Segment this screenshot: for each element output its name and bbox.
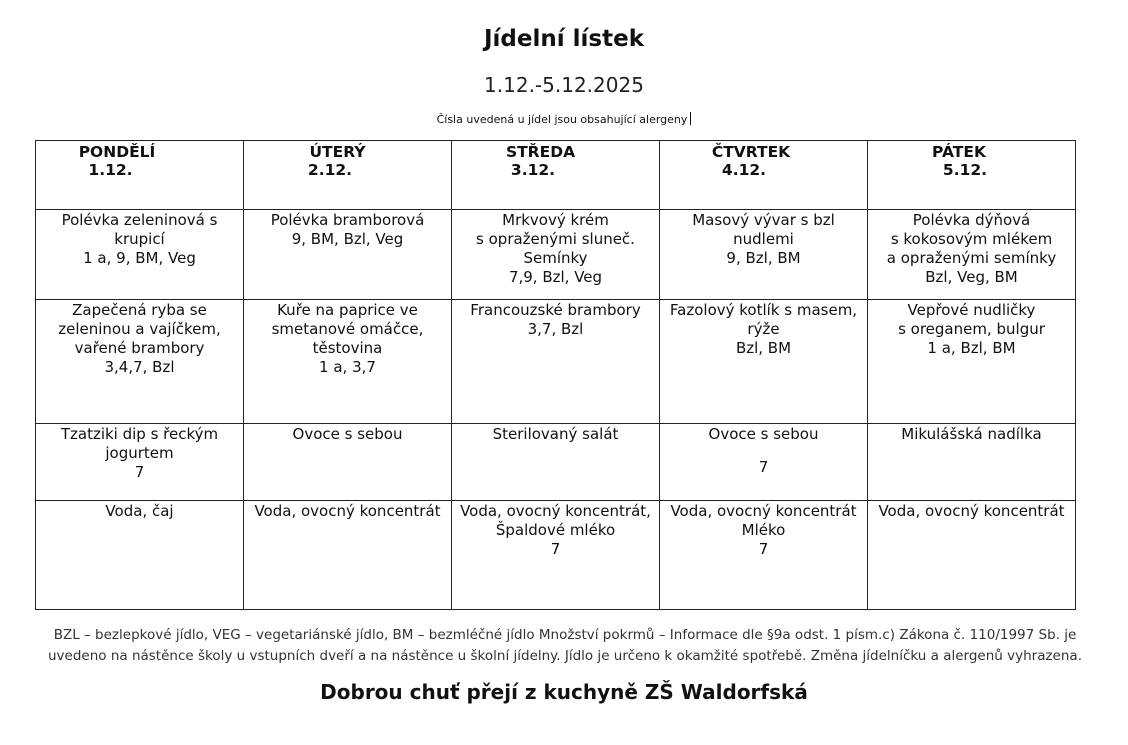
menu-line: Zapečená ryba se [72, 301, 207, 319]
day-date: 2.12. [307, 161, 353, 179]
menu-line: rýže [747, 320, 780, 338]
menu-line: Polévka zeleninová s [61, 211, 218, 229]
day-date: 3.12. [510, 161, 556, 179]
day-date: 4.12. [721, 161, 767, 179]
header-friday [868, 141, 1076, 210]
menu-line: s opraženými sluneč. [476, 230, 635, 248]
menu-line: Ovoce s sebou [292, 425, 403, 443]
drink-row [36, 501, 1076, 610]
menu-line: Voda, ovocný koncentrát [670, 502, 857, 520]
day-name: PÁTEK [932, 143, 986, 161]
menu-cell [36, 210, 244, 300]
menu-cell [660, 210, 868, 300]
allergen-note-text: Čísla uvedená u jídel jsou obsahující alergeny [436, 113, 688, 126]
menu-cell [36, 300, 244, 424]
menu-cell [660, 501, 868, 610]
menu-line: Voda, ovocný koncentrát [254, 502, 441, 520]
menu-line: vařené brambory [74, 339, 205, 357]
menu-line: Vepřové nudličky [907, 301, 1036, 319]
menu-cell [452, 210, 660, 300]
menu-cell [452, 424, 660, 501]
menu-line: 7 [550, 540, 561, 558]
day-date: 5.12. [942, 161, 988, 179]
menu-line: 3,4,7, Bzl [104, 358, 175, 376]
closing-message: Dobrou chuť přejí z kuchyně ZŠ Waldorfská [320, 680, 808, 704]
menu-cell [868, 501, 1076, 610]
menu-line: Mléko [741, 521, 786, 539]
day-name: PONDĚLÍ [78, 143, 156, 161]
menu-line: Ovoce s sebou [708, 425, 819, 443]
menu-cell [868, 300, 1076, 424]
menu-line: Polévka bramborová [270, 211, 425, 229]
date-range: 1.12.-5.12.2025 [484, 73, 644, 97]
menu-line: s kokosovým mlékem [890, 230, 1053, 248]
menu-cell [36, 501, 244, 610]
menu-line: Fazolový kotlík s masem, [669, 301, 858, 319]
menu-line: 1 a, 9, BM, Veg [83, 249, 196, 267]
menu-line: krupicí [114, 230, 165, 248]
menu-line: Francouzské brambory [470, 301, 641, 319]
menu-line: 7 [758, 458, 769, 476]
menu-line: 7,9, Bzl, Veg [508, 268, 603, 286]
menu-line: Polévka dýňová [912, 211, 1031, 229]
menu-cell [868, 210, 1076, 300]
menu-line: 7 [134, 463, 145, 481]
menu-line: 3,7, Bzl [527, 320, 584, 338]
side-row [36, 424, 1076, 501]
menu-cell [452, 501, 660, 610]
menu-line: 7 [758, 540, 769, 558]
menu-line: Voda, ovocný koncentrát, [460, 502, 651, 520]
text-cursor [690, 112, 691, 125]
table-header-row [36, 141, 1076, 210]
menu-line: Masový vývar s bzl [692, 211, 835, 229]
allergen-note [0, 112, 1128, 126]
menu-cell [660, 424, 868, 501]
menu-line: Bzl, BM [735, 339, 792, 357]
menu-line: 9, BM, Bzl, Veg [291, 230, 404, 248]
day-name: ČTVRTEK [711, 143, 791, 161]
menu-line: zeleninou a vajíčkem, [58, 320, 221, 338]
menu-line: 1 a, 3,7 [319, 358, 376, 376]
day-date: 1.12. [88, 161, 133, 179]
menu-line: Mrkvový krém [502, 211, 609, 229]
day-name: STŘEDA [505, 143, 576, 161]
menu-cell [36, 424, 244, 501]
menu-line: Voda, ovocný koncentrát [878, 502, 1065, 520]
menu-line: Sterilovaný salát [492, 425, 619, 443]
menu-line: Špaldové mléko [495, 521, 616, 539]
menu-cell [244, 210, 452, 300]
menu-line: těstovina [312, 339, 383, 357]
soup-row [36, 210, 1076, 300]
menu-line: Voda, čaj [105, 502, 174, 520]
day-name: ÚTERÝ [309, 143, 366, 161]
header-wednesday [452, 141, 660, 210]
blank-line [664, 444, 863, 458]
menu-line: s oreganem, bulgur [898, 320, 1045, 338]
page-title: Jídelní lístek [483, 26, 644, 52]
menu-line: Bzl, Veg, BM [925, 268, 1018, 286]
header-thursday [660, 141, 868, 210]
legend-line: uvedeno na nástěnce školy u vstupních dveří a na nástěnce u školní jídelny. Jídlo je určeno k okamžité spotřebě. Změna jídelníčku a alergenů vyhrazena. [47, 648, 1082, 664]
menu-line: jogurtem [105, 444, 174, 462]
menu-cell [660, 300, 868, 424]
header-monday [36, 141, 244, 210]
menu-cell [868, 424, 1076, 501]
menu-cell [244, 501, 452, 610]
menu-line: smetanové omáčce, [271, 320, 424, 338]
legend [40, 625, 1090, 667]
menu-line: nudlemi [733, 230, 794, 248]
menu-line: Mikulášská nadílka [901, 425, 1042, 443]
main-course-row [36, 300, 1076, 424]
menu-table [35, 140, 1076, 610]
menu-cell [452, 300, 660, 424]
menu-line: 9, Bzl, BM [726, 249, 801, 267]
menu-line: 1 a, Bzl, BM [927, 339, 1016, 357]
legend-line: BZL – bezlepkové jídlo, VEG – vegetariánské jídlo, BM – bezmléčné jídlo Množství pokrmů – Informace dle §9a odst. 1 písm.c) Zákona č. 110/1997 Sb. je [53, 627, 1077, 643]
menu-line: Tzatziki dip s řeckým [60, 425, 219, 443]
header-tuesday [244, 141, 452, 210]
menu-cell [244, 300, 452, 424]
menu-line: Semínky [523, 249, 588, 267]
menu-line: a opraženými semínky [886, 249, 1057, 267]
menu-cell [244, 424, 452, 501]
menu-line: Kuře na paprice ve [277, 301, 418, 319]
